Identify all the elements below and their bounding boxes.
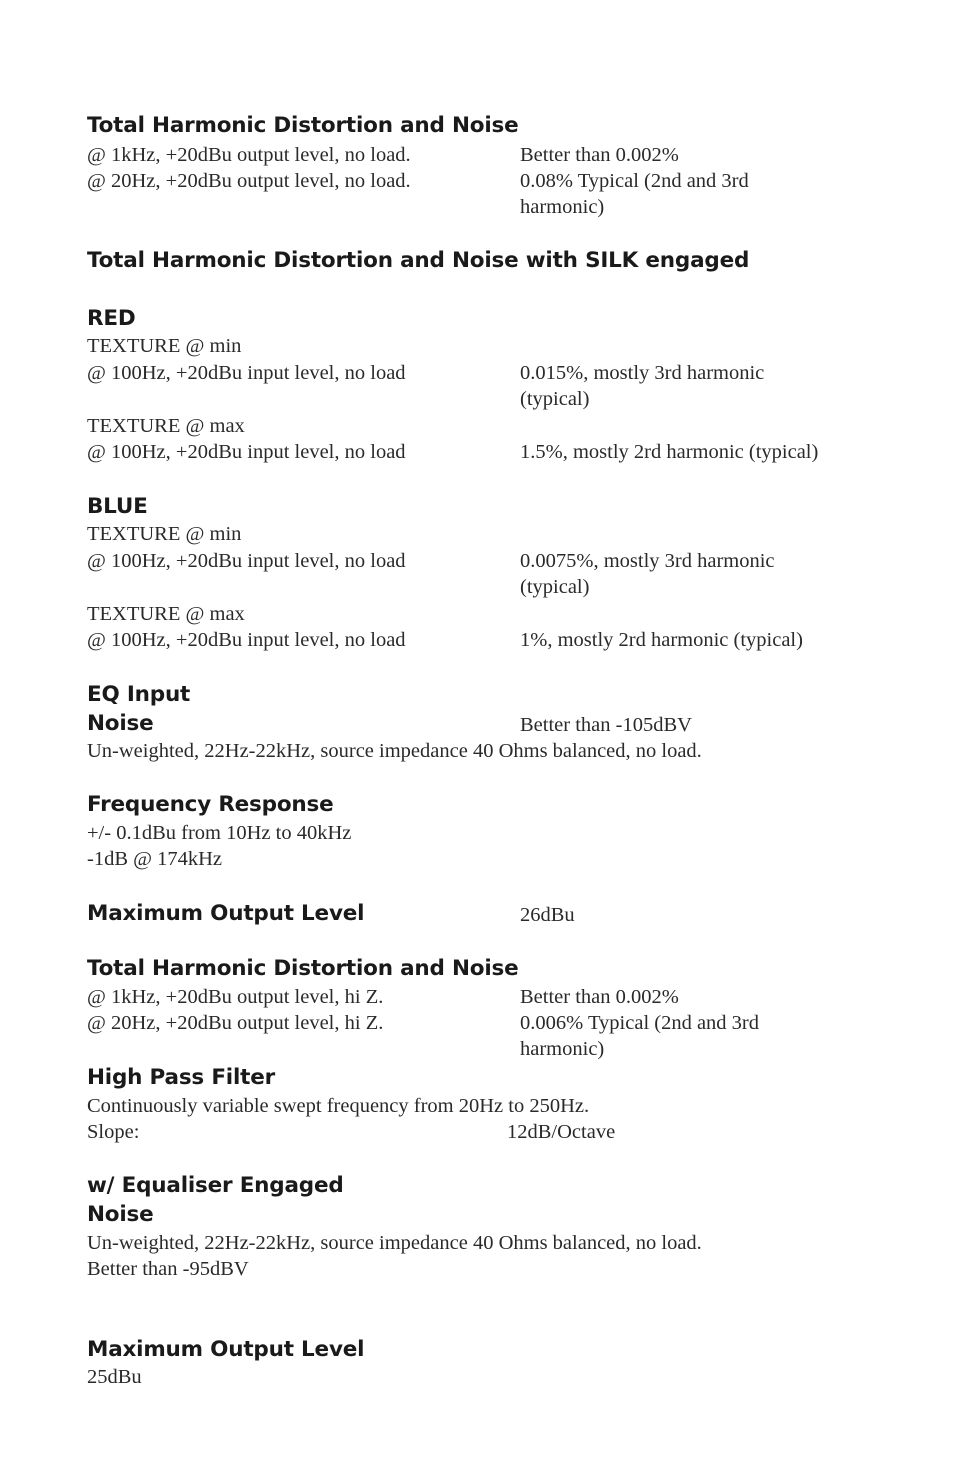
blue-max-label: TEXTURE @ max [87,603,245,625]
red-min-value: 0.015%, mostly 3rd harmonic [520,362,765,384]
blue-min-label: TEXTURE @ min [87,523,242,545]
blue-max-value: 1%, mostly 2rd harmonic (typical) [520,629,803,651]
freq-response-line1: +/- 0.1dBu from 10Hz to 40kHz [87,822,352,844]
eq-engaged-noise-value: Better than -95dBV [87,1258,249,1280]
thd-row1-value: Better than 0.002% [520,144,679,166]
thd-hiz-row2-value: 0.006% Typical (2nd and 3rd [520,1012,760,1034]
eq-engaged-heading: w/ Equaliser Engaged [87,1173,344,1198]
freq-response-line2: -1dB @ 174kHz [87,848,223,870]
spec-page [87,0,907,1475]
thd-row2-value-cont: harmonic) [520,196,605,218]
red-max-label: TEXTURE @ max [87,415,245,437]
red-max-value: 1.5%, mostly 2rd harmonic (typical) [520,441,819,463]
eq-input-noise-heading: Noise [87,711,154,736]
thd-row1-label: @ 1kHz, +20dBu output level, no load. [87,144,411,166]
thd-hiz-row2-label: @ 20Hz, +20dBu output level, hi Z. [87,1012,384,1034]
thd-hiz-heading: Total Harmonic Distortion and Noise [87,956,519,981]
silk-heading: Total Harmonic Distortion and Noise with SILK engaged [87,248,750,273]
max-output-eq-value: 25dBu [87,1366,142,1388]
eq-engaged-noise-heading: Noise [87,1202,154,1227]
thd-hiz-row1-value: Better than 0.002% [520,986,679,1008]
thd-row2-value: 0.08% Typical (2nd and 3rd [520,170,749,192]
eq-input-heading: EQ Input [87,682,191,707]
blue-heading: BLUE [87,494,148,519]
blue-min-value: 0.0075%, mostly 3rd harmonic [520,550,775,572]
thd-hiz-row2-value-cont: harmonic) [520,1038,605,1060]
red-heading: RED [87,306,136,331]
thd-row2-label: @ 20Hz, +20dBu output level, no load. [87,170,411,192]
hpf-heading: High Pass Filter [87,1065,276,1090]
eq-input-noise-value: Better than -105dBV [520,714,692,736]
hpf-slope-value: 12dB/Octave [507,1121,616,1143]
red-min-condition: @ 100Hz, +20dBu input level, no load [87,362,406,384]
hpf-desc: Continuously variable swept frequency from 20Hz to 250Hz. [87,1095,590,1117]
freq-response-heading: Frequency Response [87,792,334,817]
eq-input-noise-desc: Un-weighted, 22Hz-22kHz, source impedance 40 Ohms balanced, no load. [87,740,702,762]
blue-min-condition: @ 100Hz, +20dBu input level, no load [87,550,406,572]
blue-max-condition: @ 100Hz, +20dBu input level, no load [87,629,406,651]
max-output-value: 26dBu [520,904,575,926]
blue-min-value-cont: (typical) [520,576,590,598]
thd-hiz-row1-label: @ 1kHz, +20dBu output level, hi Z. [87,986,384,1008]
red-min-label: TEXTURE @ min [87,335,242,357]
eq-engaged-noise-desc: Un-weighted, 22Hz-22kHz, source impedance 40 Ohms balanced, no load. [87,1232,702,1254]
max-output-eq-heading: Maximum Output Level [87,1337,365,1362]
max-output-heading: Maximum Output Level [87,901,365,926]
red-max-condition: @ 100Hz, +20dBu input level, no load [87,441,406,463]
red-min-value-cont: (typical) [520,388,590,410]
hpf-slope-label: Slope: [87,1121,140,1143]
thd-heading: Total Harmonic Distortion and Noise [87,113,519,138]
